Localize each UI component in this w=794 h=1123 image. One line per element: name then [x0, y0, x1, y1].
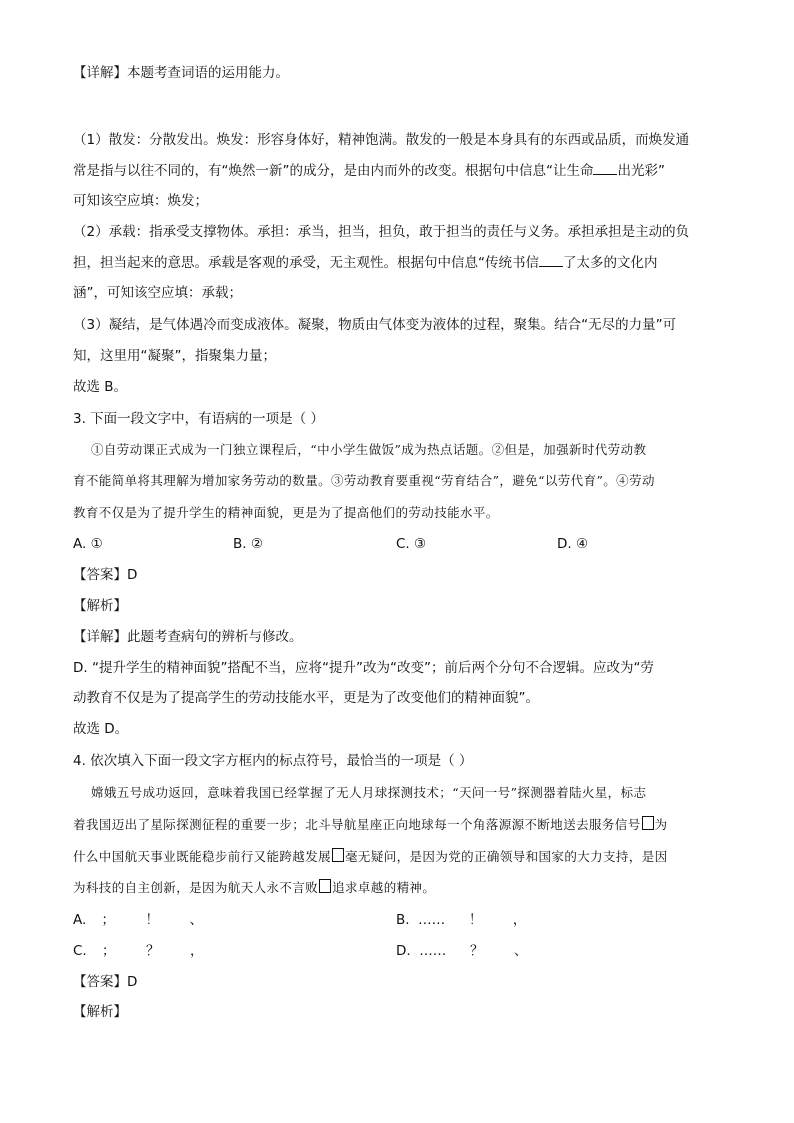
punctuation-box — [319, 879, 331, 893]
question-4-answer: 【答案】D — [73, 974, 138, 990]
question-4-passage-line-2: 着我国迈出了星际探测征程的重要一步；北斗导航星座正向地球每一个角落源源不断地送去服务信号 为 — [73, 817, 668, 832]
detail-heading-q2: 【详解】本题考查词语的运用能力。 — [73, 65, 289, 81]
punctuation-box — [642, 816, 654, 830]
question-3-option-d: D. ④ — [557, 536, 589, 552]
question-3-passage-line-2: 育不能简单将其理解为增加家务劳动的数量。③劳动教育要重视“劳育结合”，避免“以劳代育”。④劳动 — [73, 473, 655, 488]
blank-underline — [593, 162, 617, 175]
question-4-option-a: A. ； ！ 、 — [73, 912, 204, 928]
explanation-1-line-2: 常是指与以往不同的，有“焕然一新”的成分，是由内而外的改变。根据句中信息“让生命 出光彩” — [73, 163, 665, 179]
question-4-option-b: B. …… ！ ， — [396, 912, 527, 928]
explanation-3-line-1: （3）凝结，是气体遇冷而变成液体。凝聚，物质由气体变为液体的过程，聚集。结合“无尽的力量”可 — [73, 317, 677, 333]
question-3-detail-line-2: 动教育不仅是为了提高学生的劳动技能水平，更是为了改变他们的精神面貌”。 — [73, 690, 539, 706]
question-3-choice: 故选 D。 — [73, 721, 129, 737]
question-4-analysis-label: 【解析】 — [73, 1004, 127, 1020]
question-3-detail-line-1: D. “提升学生的精神面貌”搭配不当，应将“提升”改为“改变”；前后两个分句不合逻辑。应改为“劳 — [73, 660, 654, 676]
question-4-passage-line-4: 为科技的自主创新，是因为航天人永不言败 追求卓越的精神。 — [73, 880, 436, 895]
question-4-stem: 4. 依次填入下面一段文字方框内的标点符号，最恰当的一项是（ ） — [73, 753, 473, 769]
punctuation-box — [332, 848, 344, 862]
question-3-analysis-label: 【解析】 — [73, 598, 127, 614]
question-3-option-c: C. ③ — [396, 536, 427, 552]
explanation-1-line-3: 可知该空应填：焕发； — [73, 193, 208, 209]
explanation-2-line-3: 涵”，可知该空应填：承载； — [73, 285, 242, 301]
question-3-stem: 3. 下面一段文字中，有语病的一项是（ ） — [73, 411, 324, 427]
explanation-2-line-1: （2）承载：指承受支撑物体。承担：承当，担当，担负，敢于担当的责任与义务。承担承担是主动的负 — [73, 224, 690, 240]
question-3-option-b: B. ② — [233, 536, 263, 552]
question-4-option-d: D. …… ？ 、 — [396, 943, 528, 959]
question-4-passage-line-3: 什么中国航天事业既能稳步前行又能跨越发展 毫无疑问，是因为党的正确领导和国家的大力支持，是因 — [73, 849, 668, 864]
blank-underline — [539, 254, 563, 267]
question-3-answer: 【答案】D — [73, 567, 138, 583]
question-4-option-c: C. ； ？ ， — [73, 943, 204, 959]
explanation-1-line-1: （1）散发：分散发出。焕发：形容身体好，精神饱满。散发的一般是本身具有的东西或品质，而焕发通 — [73, 132, 690, 148]
explanation-2-line-2: 担，担当起来的意思。承载是客观的承受，无主观性。根据句中信息“传统书信 了太多的文化内 — [73, 255, 658, 271]
choice-statement: 故选 B。 — [73, 379, 128, 395]
question-3-passage-line-3: 教育不仅是为了提升学生的精神面貌，更是为了提高他们的劳动技能水平。 — [73, 505, 499, 520]
question-4-passage-line-1: 嫦娥五号成功返回，意味着我国已经掌握了无人月球探测技术；“天问一号”探测器着陆火星，标志 — [91, 785, 647, 800]
question-3-passage-line-1: ①自劳动课正式成为一门独立课程后，“中小学生做饭”成为热点话题。②但是，加强新时代劳动教 — [91, 442, 647, 457]
question-3-detail: 【详解】此题考查病句的辨析与修改。 — [73, 629, 303, 645]
question-3-option-a: A. ① — [73, 536, 103, 552]
explanation-3-line-2: 知，这里用“凝聚”，指聚集力量； — [73, 348, 276, 364]
